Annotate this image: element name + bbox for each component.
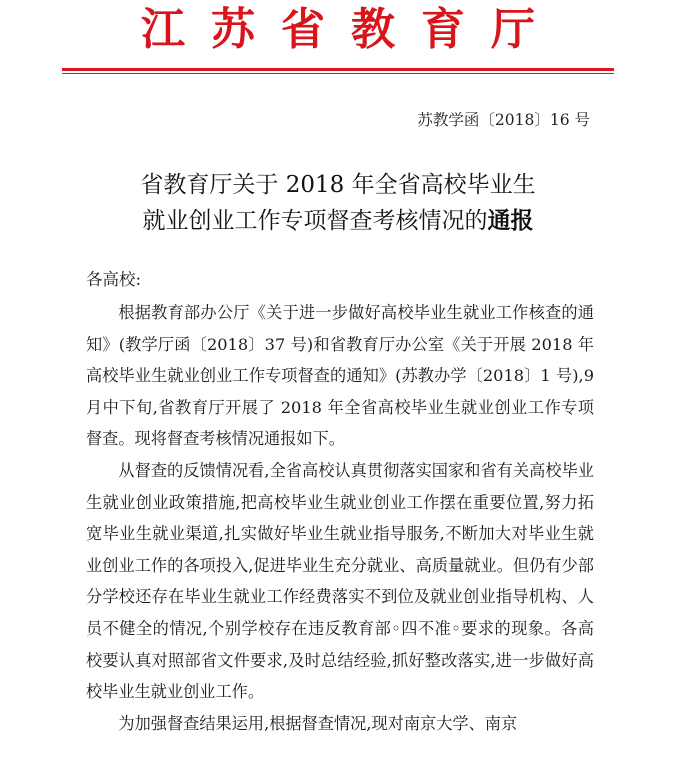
body-paragraph-1: 根据教育部办公厅《关于进一步做好高校毕业生就业工作核查的通知》(教学厅函〔2018〕37 号)和省教育厅办公室《关于开展 2018 年高校毕业生就业创业工作专项督查的通知》(苏教办学〔2018〕1 号),9 月中下旬,省教育厅开展了 2018 年全省高校毕业生就业创业工作专项督查。现将督查考核情况通报如下。 [86,303,594,449]
document-title-line-1: 省教育厅关于 2018 年全省高校毕业生 [140,172,536,198]
body-paragraph-2: 从督查的反馈情况看,全省高校认真贯彻落实国家和省有关高校毕业生就业创业政策措施,把高校毕业生就业创业工作摆在重要位置,努力拓宽毕业生就业渠道,扎实做好毕业生就业指导服务,不断加大对毕业生就业创业工作的各项投入,促进毕业生充分就业、高质量就业。但仍有少部分学校还存在毕业生就业工作经费落实不到位及就业创业指导机构、人员不健全的情况,个别学校存在违反教育部◦四不准◦要求的现象。各高校要认真对照部省文件要求,及时总结经验,抓好整改落实,进一步做好高校毕业生就业创业工作。 [86,460,594,702]
issuing-authority-title: 江苏省教育厅 [141,4,561,55]
document-body [86,297,594,739]
document-title [0,168,676,239]
document-title-line-2-main: 就业创业工作专项督查考核情况的 [142,208,488,234]
letterhead-red-rule [62,68,614,71]
document-title-line-2-bold: 通报 [487,207,534,234]
letterhead [0,0,676,78]
document-number: 苏教学函〔2018〕16 号 [417,111,590,129]
body-paragraph-3: 为加强督查结果运用,根据督查情况,现对南京大学、南京 [118,713,518,733]
letterhead-red-rule-thin [62,73,614,74]
salutation: 各高校: [86,270,142,289]
document-title-line-2 [0,203,676,239]
